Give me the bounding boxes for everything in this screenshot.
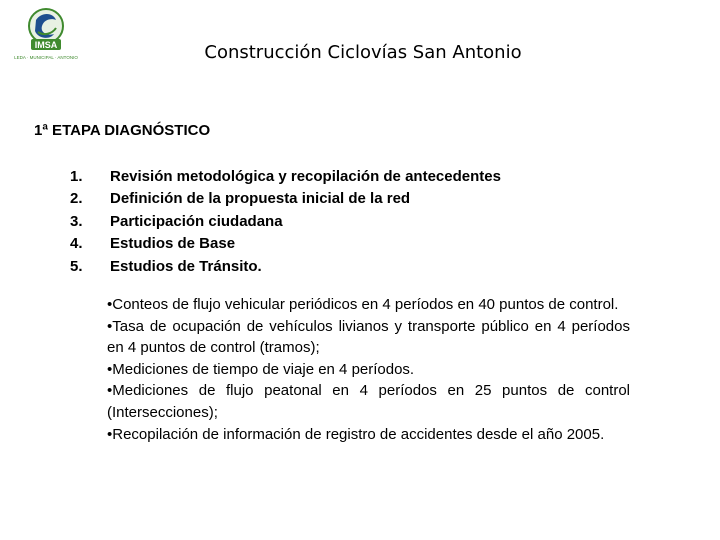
step-number: 4. bbox=[70, 235, 83, 253]
step-item bbox=[70, 166, 501, 188]
step-text: Participación ciudadana bbox=[110, 212, 283, 230]
step-number: 2. bbox=[70, 190, 83, 208]
step-item bbox=[70, 188, 501, 210]
bullet-item: •Conteos de flujo vehicular periódicos en 4 períodos en 40 puntos de control. bbox=[107, 296, 619, 313]
bullet-item: •Mediciones de flujo peatonal en 4 períodos en 25 puntos de control (Intersecciones); bbox=[107, 382, 630, 421]
logo-text: IMSA bbox=[34, 40, 58, 50]
page-title: Construcción Ciclovías San Antonio bbox=[204, 42, 522, 63]
logo-subtext: LEDA · MUNICIPAL · ANTONIO bbox=[14, 55, 78, 60]
step-text: Estudios de Base bbox=[110, 235, 236, 253]
transit-studies-details bbox=[107, 294, 630, 445]
bullet-item: •Tasa de ocupación de vehículos livianos y transporte público en 4 períodos en 4 puntos de control (tramos); bbox=[107, 317, 630, 357]
step-number: 5. bbox=[70, 257, 83, 275]
step-item bbox=[70, 256, 501, 278]
step-number: 3. bbox=[70, 212, 83, 230]
step-item bbox=[70, 233, 501, 255]
step-text: Revisión metodológica y recopilación de antecedentes bbox=[110, 168, 501, 185]
step-number: 1. bbox=[70, 168, 83, 185]
stage-heading: 1ª ETAPA DIAGNÓSTICO bbox=[34, 122, 211, 139]
bullet-item: •Recopilación de información de registro de accidentes desde el año 2005. bbox=[107, 425, 605, 443]
steps-list bbox=[70, 166, 501, 278]
step-text: Estudios de Tránsito. bbox=[110, 257, 262, 275]
step-item bbox=[70, 211, 501, 233]
step-text: Definición de la propuesta inicial de la red bbox=[110, 190, 411, 208]
bullet-item: •Mediciones de tiempo de viaje en 4 períodos. bbox=[107, 360, 415, 378]
